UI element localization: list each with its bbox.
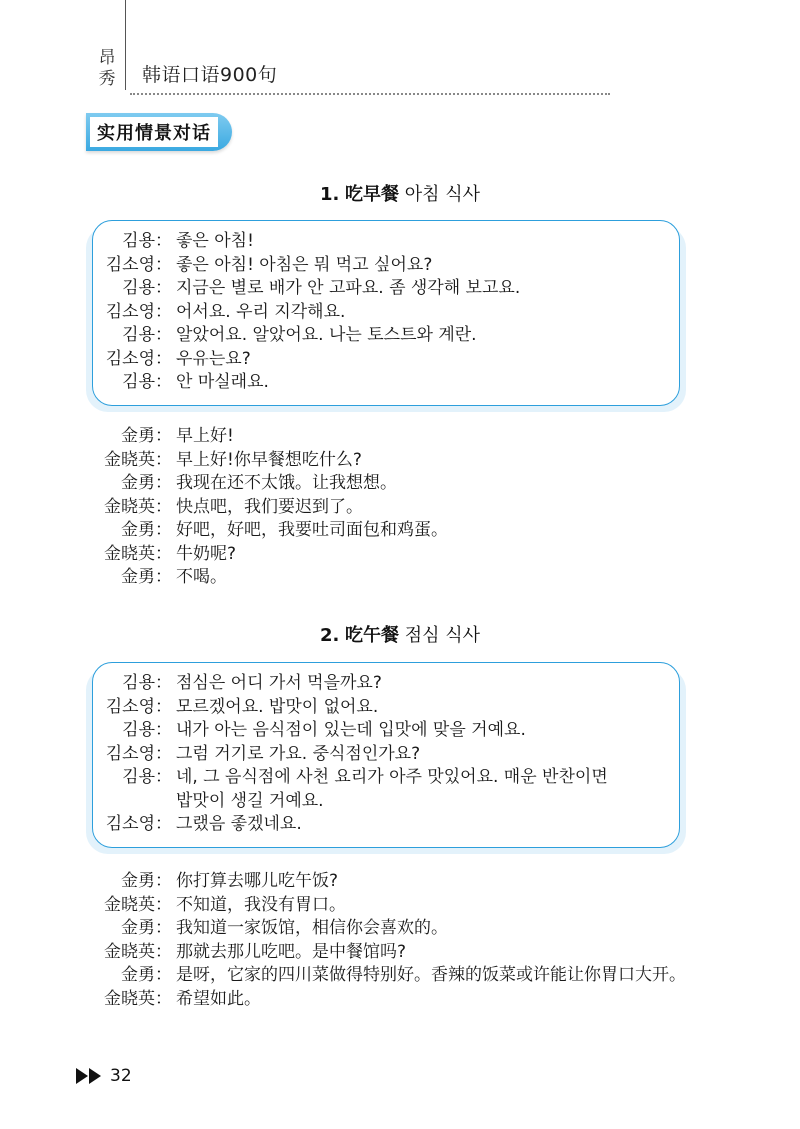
- line-text: 牛奶呢?: [176, 543, 237, 564]
- line-text: 내가 아는 음식점이 있는데 입맛에 맞을 거예요.: [176, 720, 526, 740]
- brand-line-1: 昂: [98, 48, 116, 68]
- speaker-label: 김용：: [122, 325, 172, 345]
- line-text: 不知道，我没有胃口。: [176, 894, 346, 915]
- line-text: 우유는요?: [176, 348, 251, 369]
- line-text: 네, 그 음식점에 사천 요리가 아주 맛있어요. 매운 반찬이면: [176, 767, 608, 787]
- speaker-label: 김용：: [122, 278, 172, 298]
- line-text: 早上好!你早餐想吃什么?: [176, 449, 362, 470]
- korean-line: [0, 371, 269, 394]
- header-dotted-rule: [130, 93, 610, 95]
- section-badge: [86, 113, 232, 151]
- speaker-label: 김소영：: [105, 743, 172, 764]
- line-text: 早上好!: [176, 426, 234, 446]
- korean-line: [0, 324, 477, 347]
- dialogue-2-title-zh: 吃午餐: [345, 625, 400, 646]
- chinese-line: [0, 496, 363, 519]
- chinese-line: [0, 964, 686, 987]
- speaker-label: 金勇：: [121, 918, 172, 938]
- speaker-label: 김용：: [122, 720, 172, 740]
- speaker-label: 金晓英：: [104, 496, 172, 517]
- korean-line: [0, 672, 382, 695]
- speaker-label: 金勇：: [121, 473, 172, 493]
- chinese-line: [0, 543, 236, 566]
- line-text: 알았어요. 알았어요. 나는 토스트와 계란.: [176, 325, 477, 345]
- book-title: 韩语口语900句: [142, 64, 278, 86]
- speaker-label: 김용：: [122, 231, 172, 251]
- line-text: 안 마실래요.: [176, 372, 269, 392]
- speaker-label: 金勇：: [121, 520, 172, 540]
- korean-line: [0, 348, 251, 371]
- line-text: 你打算去哪儿吃午饭?: [176, 871, 339, 891]
- line-text: 그랬음 좋겠네요.: [176, 814, 302, 834]
- speaker-label: 金晓英：: [104, 894, 172, 915]
- double-chevron-right-icon: [74, 1066, 106, 1086]
- line-text: 希望如此。: [176, 988, 261, 1009]
- speaker-label: 김용：: [122, 372, 172, 392]
- dialogue-1-title-zh: 吃早餐: [345, 184, 400, 205]
- korean-line: [0, 230, 254, 253]
- header-divider: [125, 0, 126, 90]
- speaker-label: 金晓英：: [104, 449, 172, 470]
- line-text: 我知道一家饭馆，相信你会喜欢的。: [176, 918, 448, 938]
- chinese-line: [0, 449, 362, 472]
- line-text: 점심은 어디 가서 먹을까요?: [176, 673, 382, 693]
- chinese-line: [0, 917, 448, 940]
- speaker-label: 金勇：: [121, 871, 172, 891]
- korean-line: [0, 301, 345, 324]
- dialogue-2-title-ko: 점심 식사: [404, 625, 481, 646]
- speaker-label: 김소영：: [105, 814, 172, 834]
- korean-line: [0, 813, 302, 836]
- dialogue-2-number: 2.: [319, 625, 340, 646]
- line-text: 모르겠어요. 밥맛이 없어요.: [176, 696, 379, 717]
- speaker-label: 金晓英：: [104, 941, 172, 962]
- chinese-line: [0, 941, 406, 964]
- speaker-label: 金勇：: [121, 567, 172, 587]
- korean-line: [0, 766, 608, 789]
- line-text: 快点吧，我们要迟到了。: [176, 496, 363, 517]
- page-number: 32: [110, 1066, 132, 1086]
- line-text: 不喝。: [176, 567, 227, 587]
- chinese-line: [0, 566, 227, 589]
- line-text: 是呀，它家的四川菜做得特别好。香辣的饭菜或许能让你胃口大开。: [176, 965, 686, 985]
- korean-line: [0, 696, 378, 719]
- chinese-line: [0, 519, 448, 542]
- line-text: 좋은 아침! 아침은 뭐 먹고 싶어요?: [176, 254, 433, 275]
- brand-mark: [96, 48, 118, 90]
- section-badge-label: 实用情景对话: [90, 117, 218, 147]
- speaker-label: 김소영：: [105, 301, 172, 322]
- dialogue-1-title: [0, 180, 800, 206]
- speaker-label: 金勇：: [121, 965, 172, 985]
- chinese-line: [0, 988, 261, 1011]
- brand-line-2: 秀: [98, 69, 116, 89]
- korean-line: [0, 719, 526, 742]
- line-text-continuation: 밥맛이 생길 거예요.: [176, 790, 324, 811]
- chinese-line: [0, 472, 397, 495]
- dialogue-1-number: 1.: [319, 184, 340, 205]
- speaker-label: 김소영：: [105, 348, 172, 369]
- line-text: 好吧，好吧，我要吐司面包和鸡蛋。: [176, 520, 448, 540]
- speaker-label: 金勇：: [121, 426, 172, 446]
- chinese-line: [0, 425, 234, 448]
- chinese-line: [0, 870, 338, 893]
- speaker-label: 김용：: [122, 673, 172, 693]
- line-text: 좋은 아침!: [176, 231, 254, 251]
- chinese-line: [0, 894, 346, 917]
- korean-line: [0, 277, 520, 300]
- line-text: 그럼 거기로 가요. 중식점인가요?: [176, 743, 421, 764]
- speaker-label: 김용：: [122, 767, 172, 787]
- dialogue-2-title: [0, 621, 800, 647]
- korean-line: [0, 254, 432, 277]
- korean-line: [0, 743, 420, 766]
- speaker-label: 김소영：: [105, 696, 172, 717]
- speaker-label: 김소영：: [105, 254, 172, 275]
- line-text: 어서요. 우리 지각해요.: [176, 301, 346, 322]
- speaker-label: 金晓英：: [104, 543, 172, 564]
- line-text: 지금은 별로 배가 안 고파요. 좀 생각해 보고요.: [176, 278, 521, 298]
- line-text: 那就去那儿吃吧。是中餐馆吗?: [176, 941, 407, 962]
- line-text: 我现在还不太饿。让我想想。: [176, 473, 397, 493]
- dialogue-1-title-ko: 아침 식사: [404, 184, 481, 205]
- speaker-label: 金晓英：: [104, 988, 172, 1009]
